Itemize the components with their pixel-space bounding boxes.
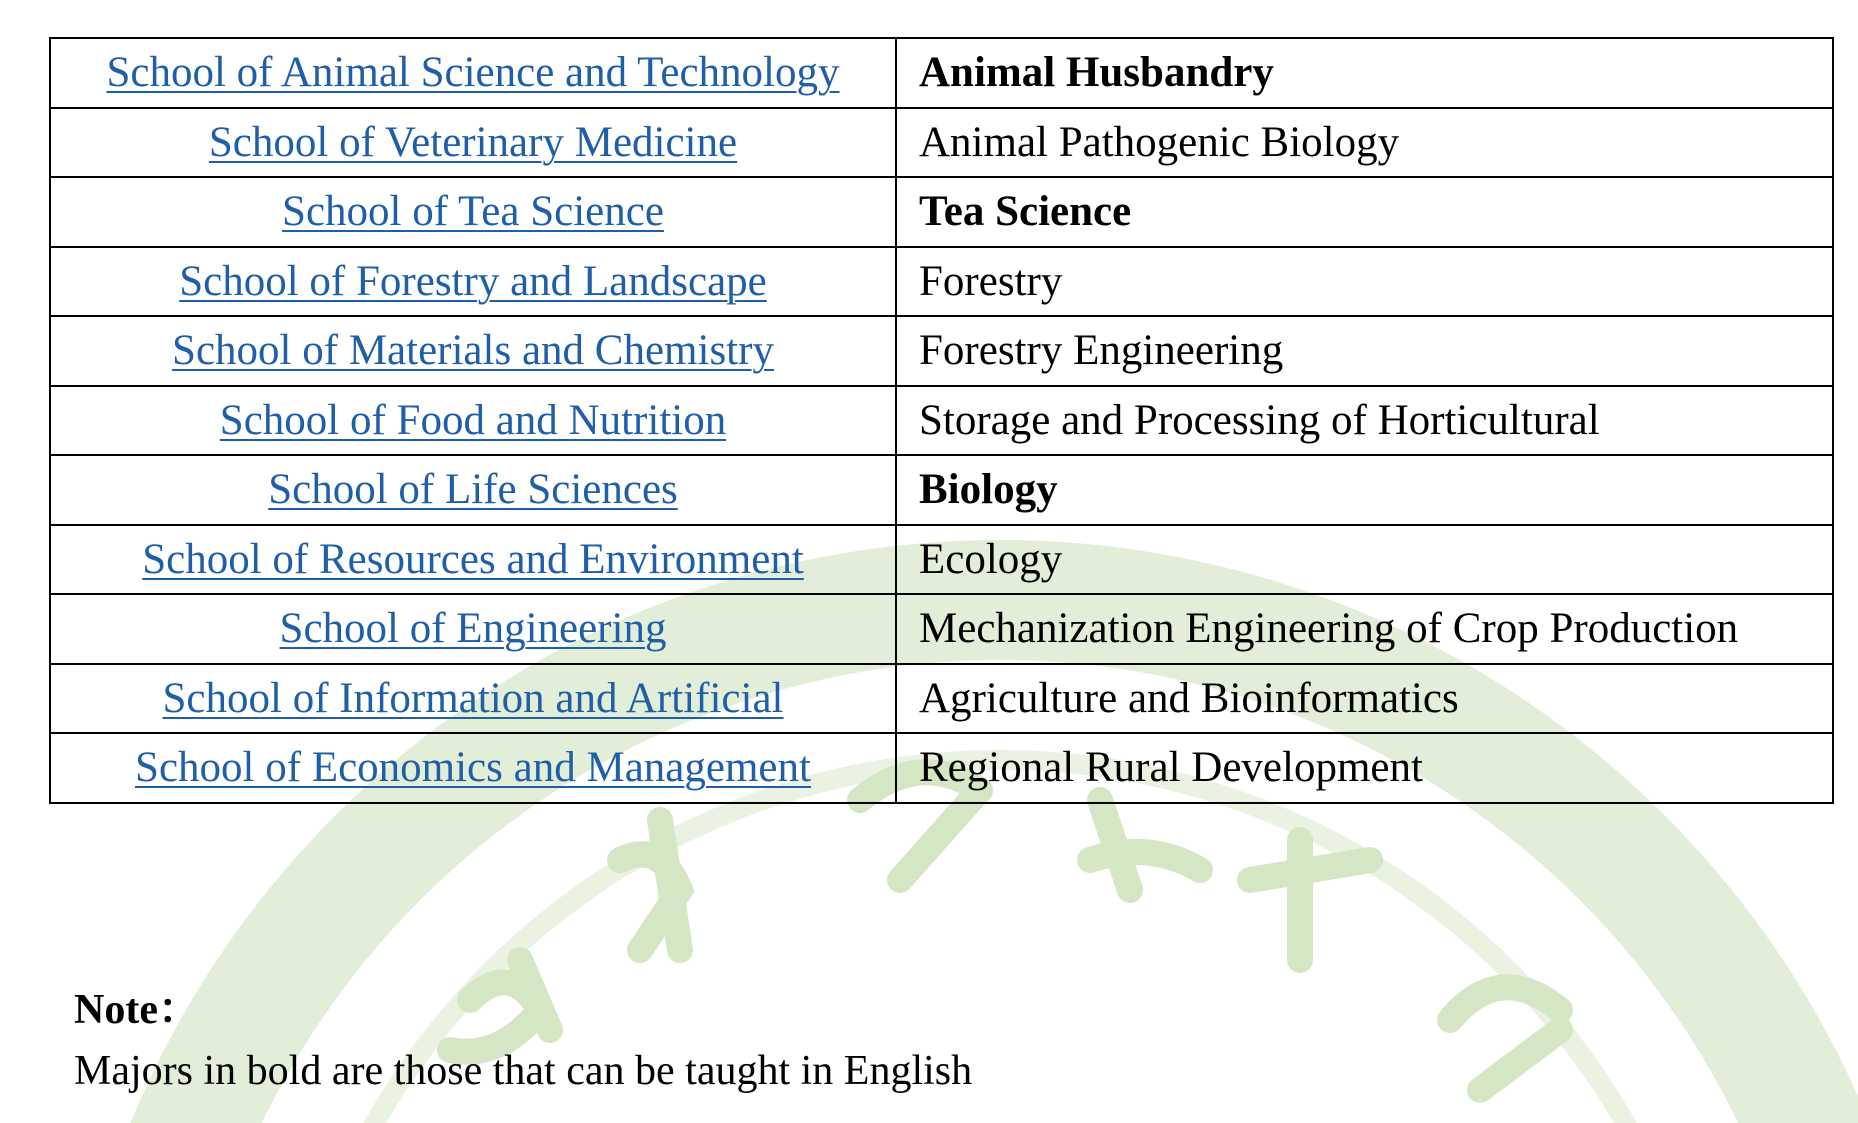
major-cell: Agriculture and Bioinformatics — [896, 664, 1833, 734]
table-row — [50, 733, 1833, 803]
school-cell — [50, 177, 896, 247]
note-title: Note： — [74, 987, 200, 1033]
table-row — [50, 247, 1833, 317]
table-row — [50, 38, 1833, 108]
major-cell: Ecology — [896, 525, 1833, 595]
table-row — [50, 108, 1833, 178]
school-link[interactable]: School of Economics and Management — [135, 744, 811, 792]
school-cell — [50, 38, 896, 108]
school-cell — [50, 733, 896, 803]
school-link[interactable]: School of Animal Science and Technology — [106, 49, 840, 97]
school-cell — [50, 386, 896, 456]
table-row — [50, 664, 1833, 734]
major-cell: Forestry — [896, 247, 1833, 317]
school-link[interactable]: School of Veterinary Medicine — [208, 118, 738, 166]
school-major-table — [49, 37, 1834, 804]
note-text: Majors in bold are those that can be taught in English — [74, 1048, 973, 1094]
school-link[interactable]: School of Information and Artificial — [162, 674, 784, 722]
major-cell: Storage and Processing of Horticultural — [896, 386, 1833, 456]
table-row — [50, 177, 1833, 247]
table-row — [50, 455, 1833, 525]
table-row — [50, 316, 1833, 386]
table-row — [50, 386, 1833, 456]
school-link[interactable]: School of Tea Science — [282, 188, 664, 236]
school-link[interactable]: School of Forestry and Landscape — [179, 257, 767, 305]
table-row — [50, 525, 1833, 595]
school-link[interactable]: School of Resources and Environment — [142, 535, 804, 583]
school-cell — [50, 664, 896, 734]
school-cell — [50, 525, 896, 595]
school-cell — [50, 455, 896, 525]
school-link[interactable]: School of Engineering — [279, 605, 667, 653]
table-row — [50, 594, 1833, 664]
major-cell: Regional Rural Development — [896, 733, 1833, 803]
major-cell: Animal Husbandry — [896, 38, 1833, 108]
school-cell — [50, 316, 896, 386]
school-link[interactable]: School of Food and Nutrition — [219, 396, 727, 444]
major-cell: Mechanization Engineering of Crop Production — [896, 594, 1833, 664]
school-cell — [50, 247, 896, 317]
major-cell: Tea Science — [896, 177, 1833, 247]
school-link[interactable]: School of Materials and Chemistry — [172, 327, 774, 375]
school-cell — [50, 108, 896, 178]
major-cell: Biology — [896, 455, 1833, 525]
school-link[interactable]: School of Life Sciences — [268, 466, 678, 514]
major-cell: Forestry Engineering — [896, 316, 1833, 386]
school-cell — [50, 594, 896, 664]
table-body — [50, 38, 1833, 803]
major-cell: Animal Pathogenic Biology — [896, 108, 1833, 178]
